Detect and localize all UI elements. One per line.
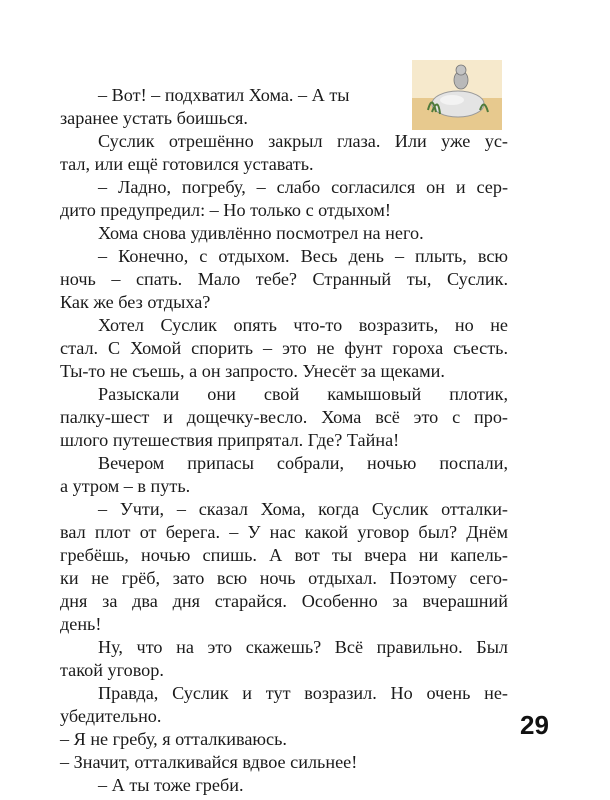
- text-line: гребёшь, ночью спишь. А вот ты вчера ни капель-: [60, 545, 508, 565]
- text-line: Ну, что на это скажешь? Всё правильно. Был: [98, 637, 508, 657]
- text-line: день!: [60, 614, 102, 634]
- text-line: Суслик отрешённо закрыл глаза. Или уже ус-: [98, 131, 508, 151]
- story-text: [60, 84, 508, 797]
- text-line: Разыскали они свой камышовый плотик,: [98, 384, 508, 404]
- text-line: ночь – спать. Мало тебе? Странный ты, Суслик.: [60, 269, 508, 289]
- text-line: тал, или ещё готовился уставать.: [60, 154, 314, 174]
- text-line: – Ладно, погребу, – слабо согласился он и сер-: [98, 177, 508, 197]
- text-line: ки не грёб, зато всю ночь отдыхал. Поэтому сего-: [60, 568, 508, 588]
- text-line: шлого путешествия припрятал. Где? Тайна!: [60, 430, 400, 450]
- text-line: дито предупредил: – Но только с отдыхом!: [60, 200, 391, 220]
- text-line: а утром – в путь.: [60, 476, 191, 496]
- page-number: 29: [520, 710, 549, 740]
- text-line: Правда, Суслик и тут возразил. Но очень не-: [98, 683, 508, 703]
- text-line: – Конечно, с отдыхом. Весь день – плыть, всю: [98, 246, 508, 266]
- text-line: Хотел Суслик опять что-то возразить, но не: [98, 315, 508, 335]
- text-line: Ты-то не съешь, а он запросто. Унесёт за щеками.: [60, 361, 445, 381]
- text-line: вал плот от берега. – У нас какой уговор был? Днём: [60, 522, 508, 542]
- text-line: – Значит, отталкивайся вдвое сильнее!: [60, 752, 358, 772]
- text-line: Как же без отдыха?: [60, 292, 211, 312]
- text-line: палку-шест и дощечку-весло. Хома всё это с про-: [60, 407, 508, 427]
- text-line: Хома снова удивлённо посмотрел на него.: [98, 223, 424, 243]
- text-line: Вечером припасы собрали, ночью поспали,: [98, 453, 508, 473]
- text-line: – Вот! – подхватил Хома. – А ты: [98, 85, 350, 105]
- text-line: – А ты тоже греби.: [98, 775, 244, 795]
- text-line: – Учти, – сказал Хома, когда Суслик отталки-: [98, 499, 508, 519]
- text-line: дня за два дня старайся. Особенно за вчерашний: [60, 591, 508, 611]
- text-line: убедительно.: [60, 706, 162, 726]
- text-line: стал. С Хомой спорить – это не фунт гороха съесть.: [60, 338, 508, 358]
- text-line: заранее устать боишься.: [60, 108, 248, 128]
- text-line: такой уговор.: [60, 660, 164, 680]
- text-line: – Я не гребу, я отталкиваюсь.: [60, 729, 287, 749]
